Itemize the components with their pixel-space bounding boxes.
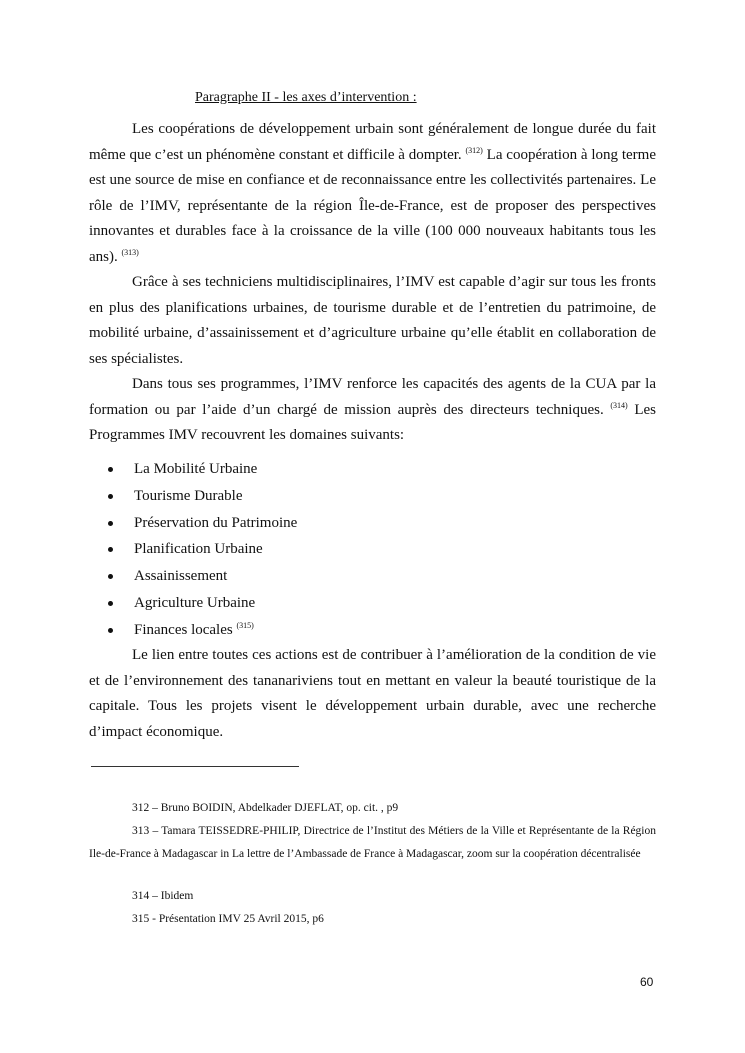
footnote-ref: (314) — [610, 400, 628, 410]
bullet-icon — [108, 521, 113, 526]
paragraph-text: Dans tous ses programmes, l’IMV renforce les capacités des agents de la CUA par la formation ou par l’aide d’un chargé de mission auprès des directeurs techniques. — [89, 376, 656, 418]
paragraph-1 — [89, 117, 656, 271]
domains-list — [89, 456, 656, 644]
bullet-icon — [108, 547, 113, 552]
footnote-ref: (315) — [236, 620, 254, 630]
bullet-icon — [108, 574, 113, 579]
paragraph-4: Le lien entre toutes ces actions est de contribuer à l’amélioration de la condition de vie et de l’environnement des tananariviens tout en mettant en valeur la beauté touristique de la capitale. Tous les projets visent le développement urbain durable, avec une recherche d’impact économique. — [89, 647, 656, 740]
footnote-ref: (313) — [121, 247, 139, 257]
paragraph-text: Les coopérations de développement urbain sont généralement de longue durée du fait même que c’est un phénomène constant et difficile à dompter. — [89, 121, 656, 163]
paragraph-3 — [89, 372, 656, 449]
page-number: 60 — [640, 975, 654, 989]
section-heading: Paragraphe II - les axes d’intervention : — [195, 90, 417, 105]
list-item: Tourisme Durable — [89, 483, 656, 510]
footnote-313: 313 – Tamara TEISSEDRE-PHILIP, Directrice de l’Institut des Métiers de la Ville et Représentante de la Région Ile-de-France à Madagascar in La lettre de l’Ambassade de France à Madagascar, zoom sur la coopération décentralisée — [89, 825, 656, 860]
paragraph-text: Les Programmes IMV recouvrent les domaines suivants: — [89, 401, 657, 444]
paragraph-text: La coopération à long terme est une source de mise en confiance et de reconnaissance entre les collectivités partenaires. Le rôle de l’IMV, représentante de la région Île-de-France, est de proposer des perspectives innovantes et durables face à la croissance de la ville (100 000 nouveaux habitants tous les ans). — [89, 146, 657, 265]
bullet-icon — [108, 494, 113, 499]
bullet-icon — [108, 601, 113, 606]
bullet-icon — [108, 628, 113, 633]
paragraph-2: Grâce à ses techniciens multidisciplinaires, l’IMV est capable d’agir sur tous les fronts en plus des planifications urbaines, de tourisme durable et de l’entretien du patrimoine, de mobilité urbaine, d’assainissement et d’agriculture urbaine qu’elle établit en collaboration de ses spécialistes. — [89, 274, 656, 367]
list-item: La Mobilité Urbaine — [89, 456, 656, 483]
bullet-icon — [108, 467, 113, 472]
list-item: Assainissement — [89, 563, 656, 590]
footnote-separator — [91, 766, 299, 767]
footnote-312: 312 – Bruno BOIDIN, Abdelkader DJEFLAT, op. cit. , p9 — [132, 802, 399, 814]
footnote-ref: (312) — [465, 145, 483, 155]
list-item: Planification Urbaine — [89, 536, 656, 563]
list-item: Préservation du Patrimoine — [89, 510, 656, 537]
footnote-315: 315 - Présentation IMV 25 Avril 2015, p6 — [132, 913, 324, 925]
footnote-314: 314 – Ibidem — [132, 890, 194, 902]
list-item: Agriculture Urbaine — [89, 590, 656, 617]
list-item: Finances locales $^{(315)}$ — [89, 617, 656, 644]
